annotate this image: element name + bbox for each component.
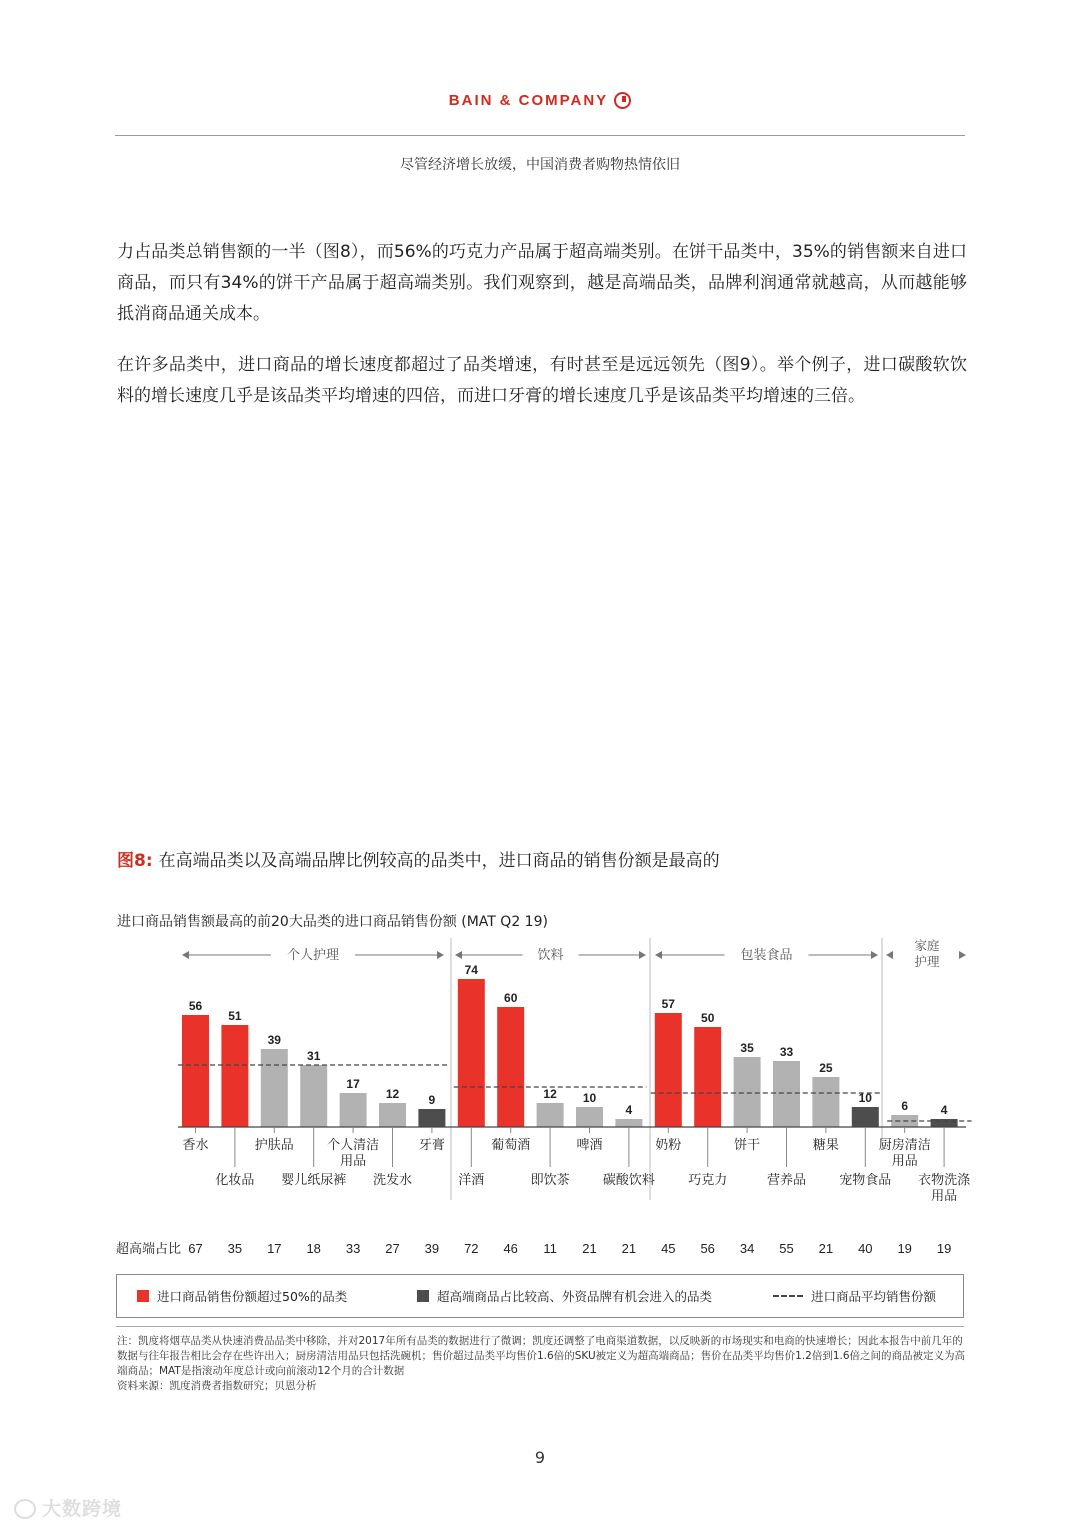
bar-value-17: 10 [858,1091,872,1105]
category-label-19: 用品 [931,1188,958,1203]
watermark-logo-icon [14,1499,36,1519]
figure-title-text: 在高端品类以及高端品牌比例较高的品类中，进口商品的销售份额是最高的 [158,851,720,871]
bar-3 [300,1065,327,1127]
bar-1 [221,1025,248,1127]
group-label-0: 个人护理 [286,947,340,962]
bar-10 [576,1107,603,1127]
bar-value-9: 12 [543,1087,557,1101]
legend-item-average [773,1287,936,1305]
category-label-9: 即饮茶 [530,1172,570,1187]
premium-share-12: 45 [661,1241,676,1256]
category-label-17: 宠物食品 [839,1172,892,1187]
category-label-10: 啤酒 [576,1137,603,1152]
category-label-4: 用品 [340,1153,367,1168]
page-number: 9 [534,1448,546,1467]
notes-divider [116,1326,964,1327]
chart-notes [117,1334,967,1394]
bar-value-13: 50 [701,1011,715,1025]
brand-name: BAIN & COMPANY [448,92,609,109]
category-label-14: 饼干 [734,1137,761,1152]
bain-logo-icon [614,92,631,109]
bar-value-10: 10 [582,1091,597,1105]
bar-13 [694,1027,721,1127]
category-label-3: 婴儿纸尿裤 [281,1172,347,1187]
brand-logo [0,92,1080,109]
figure-number: 图8: [117,851,153,871]
bar-chart [0,930,1080,1270]
bar-value-0: 56 [188,999,203,1013]
premium-share-1: 35 [227,1241,243,1256]
legend-dash-average [773,1295,803,1297]
legend-label-red: 进口商品销售份额超过50%的品类 [157,1289,348,1304]
bar-value-16: 25 [819,1061,833,1075]
legend-item-dark [417,1287,712,1305]
bar-value-15: 33 [779,1045,794,1059]
figure-title [117,846,720,871]
group-label-3: 家庭 [914,939,940,953]
bar-4 [340,1093,367,1127]
bar-value-12: 57 [661,997,675,1011]
legend-item-red [137,1287,347,1305]
chart-legend [116,1274,964,1318]
premium-share-16: 21 [818,1241,834,1256]
bar-7 [458,979,485,1127]
source-text: 资料来源：凯度消费者指数研究；贝恩分析 [117,1380,317,1392]
arrow-right-icon [959,951,966,959]
bar-16 [812,1077,839,1127]
chart-subtitle: 进口商品销售额最高的前20大品类的进口商品销售份额 (MAT Q2 19) [117,914,548,930]
bar-value-14: 35 [740,1041,754,1055]
bar-value-4: 17 [346,1077,360,1091]
legend-label-average: 进口商品平均销售份额 [811,1289,937,1304]
premium-share-18: 19 [897,1241,912,1256]
bar-6 [418,1109,445,1127]
bar-0 [182,1015,209,1127]
watermark-text: 大数跨境 [42,1498,123,1520]
bar-5 [379,1103,406,1127]
category-label-15: 营养品 [766,1172,807,1187]
category-label-7: 洋酒 [458,1172,485,1187]
legend-swatch-dark [417,1290,429,1302]
premium-share-13: 56 [700,1241,715,1256]
arrow-right-icon [871,951,878,959]
bar-2 [261,1049,288,1127]
bar-value-3: 31 [307,1049,321,1063]
bar-value-8: 60 [504,991,518,1005]
premium-share-11: 21 [621,1241,637,1256]
premium-share-15: 55 [779,1241,794,1256]
bar-value-2: 39 [267,1033,281,1047]
category-label-12: 奶粉 [655,1137,682,1152]
category-label-16: 糖果 [812,1137,839,1152]
arrow-left-icon [886,951,893,959]
bar-value-7: 74 [464,963,478,977]
arrow-left-icon [182,951,189,959]
premium-share-14: 34 [739,1241,755,1256]
legend-swatch-red [137,1290,149,1302]
arrow-right-icon [437,951,444,959]
premium-share-9: 11 [543,1241,557,1256]
category-label-11: 碳酸饮料 [602,1172,655,1187]
category-label-19: 衣物洗涤 [918,1172,971,1187]
bar-value-6: 9 [428,1093,436,1107]
bar-17 [852,1107,879,1127]
category-label-8: 葡萄酒 [491,1137,531,1152]
premium-share-label: 超高端占比 [116,1241,182,1256]
category-label-18: 厨房清洁 [878,1137,931,1152]
bar-15 [773,1061,800,1127]
premium-share-17: 40 [858,1241,873,1256]
category-label-4: 个人清洁 [327,1137,380,1152]
premium-share-5: 27 [385,1241,400,1256]
bar-value-1: 51 [228,1009,242,1023]
premium-share-10: 21 [582,1241,597,1256]
category-label-5: 洗发水 [372,1172,413,1187]
bar-12 [655,1013,682,1127]
premium-share-8: 46 [503,1241,518,1256]
group-label-3: 护理 [914,955,940,969]
header-divider [115,135,965,136]
bar-value-5: 12 [385,1087,400,1101]
category-label-0: 香水 [182,1137,209,1152]
category-label-2: 护肤品 [254,1137,294,1152]
category-label-13: 巧克力 [688,1172,728,1187]
report-subtitle: 尽管经济增长放缓，中国消费者购物热情依旧 [400,157,680,173]
premium-share-4: 33 [345,1241,361,1256]
bar-19 [931,1119,958,1127]
arrow-left-icon [655,951,662,959]
premium-share-3: 18 [306,1241,321,1256]
category-label-6: 牙膏 [418,1137,445,1152]
note-text: 注：凯度将烟草品类从快速消费品品类中移除，并对2017年所有品类的数据进行了微调；凯度还调整了电商渠道数据，以反映新的市场现实和电商的快速增长；因此本报告中前几年的数据与往年报告相比会存在些许出入；厨房清洁用品只包括洗碗机；售价超过品类平均售价1.6倍的SKU被定义为超高端商品；售价在品类平均售价1.2倍到1.6倍之间的商品被定义为高端商品；MAT是指滚动年度总计或向前滚动12个月的合计数据 [117,1335,966,1377]
bar-value-11: 4 [625,1103,633,1117]
premium-share-19: 19 [936,1241,952,1256]
body-paragraph-1: 力占品类总销售额的一半（图8），而56%的巧克力产品属于超高端类别。在饼干品类中，35%的销售额来自进口商品，而只有34%的饼干产品属于超高端类别。我们观察到，越是高端品类，品牌利润通常就越高，从而越能够抵消商品通关成本。 [117,242,967,324]
bar-value-19: 4 [940,1103,948,1117]
bar-8 [497,1007,524,1127]
body-paragraph-2: 在许多品类中，进口商品的增长速度都超过了品类增速，有时甚至是远远领先（图9）。举个例子，进口碳酸软饮料的增长速度几乎是该品类平均增速的四倍，而进口牙膏的增长速度几乎是该品类平均增速的三倍。 [117,355,967,406]
category-label-18: 用品 [891,1153,918,1168]
category-label-1: 化妆品 [215,1172,255,1187]
premium-share-6: 39 [424,1241,440,1256]
watermark [14,1494,122,1521]
bar-9 [537,1103,564,1127]
bar-11 [615,1119,642,1127]
legend-label-dark: 超高端商品占比较高、外资品牌有机会进入的品类 [437,1289,713,1304]
bar-14 [734,1057,761,1127]
group-label-1: 饮料 [537,947,564,962]
premium-share-2: 17 [267,1241,282,1256]
premium-share-0: 67 [188,1241,203,1256]
bar-value-18: 6 [901,1099,909,1113]
premium-share-7: 72 [464,1241,479,1256]
arrow-left-icon [455,951,462,959]
group-label-2: 包装食品 [740,947,793,962]
arrow-right-icon [639,951,646,959]
